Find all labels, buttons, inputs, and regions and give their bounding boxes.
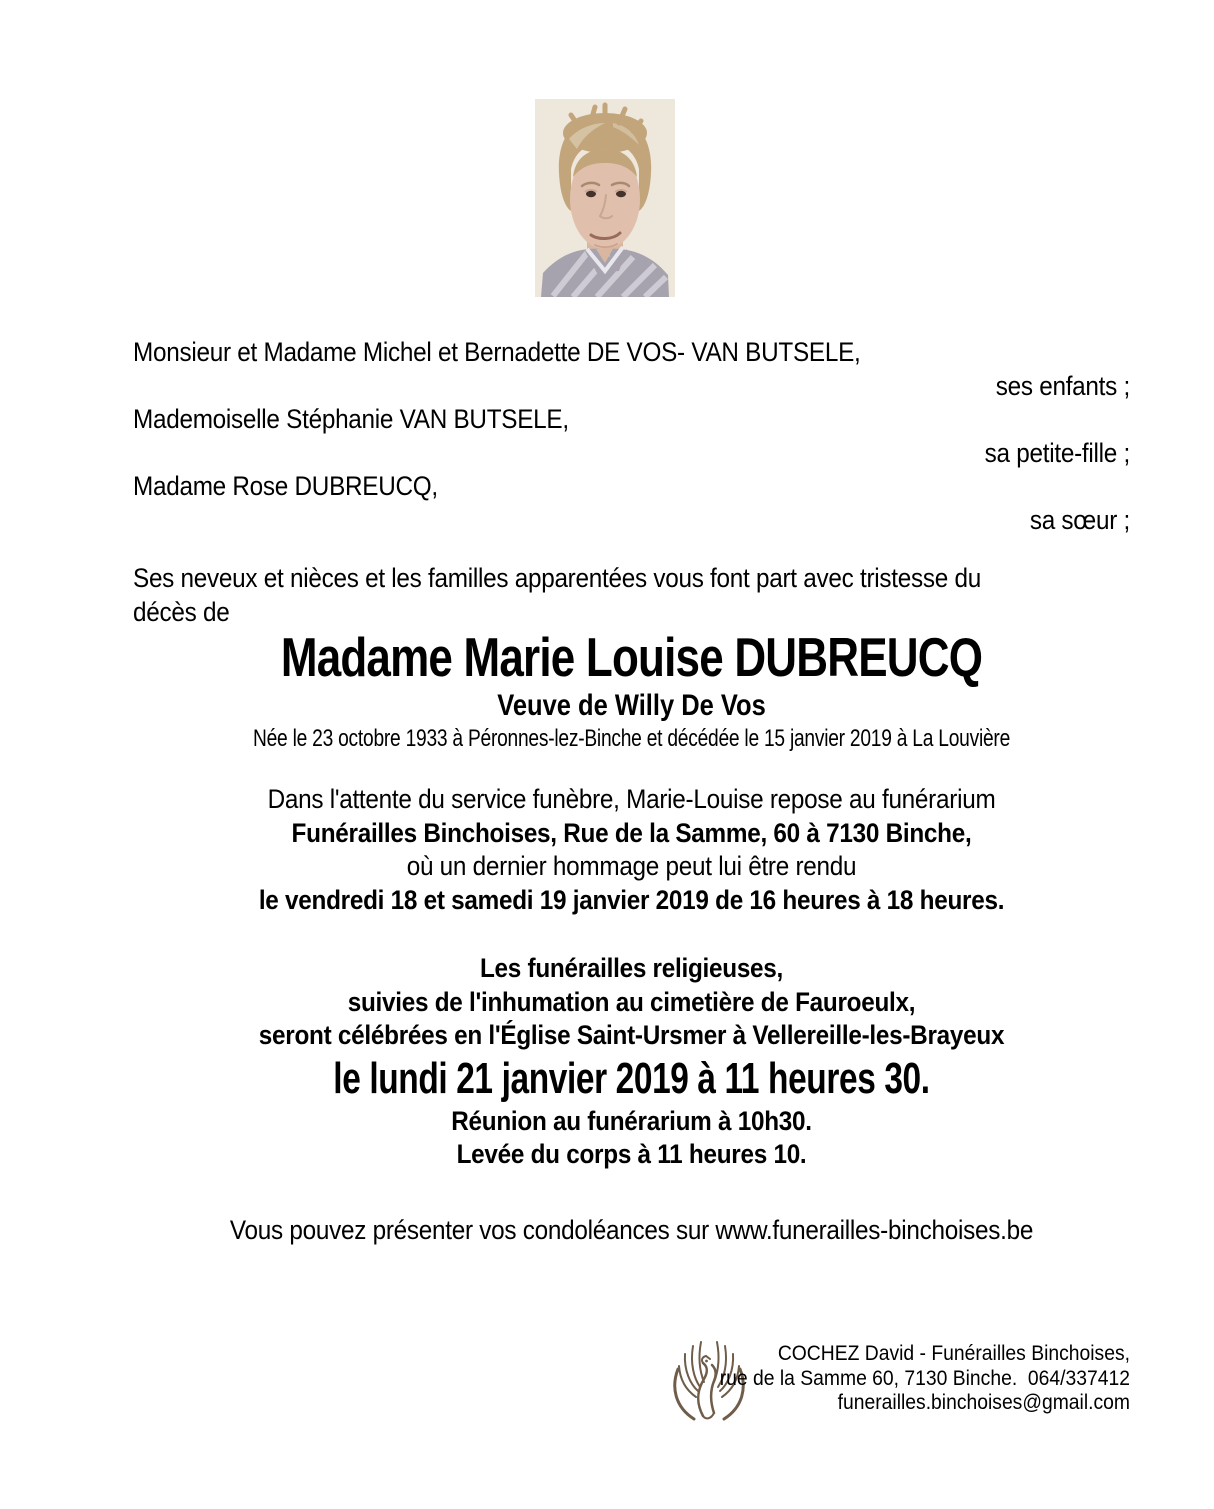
- wake-intro-line: Dans l'attente du service funèbre, Marie-Louise repose au funérarium: [267, 784, 996, 814]
- ceremony-line-1: Les funérailles religieuses,: [479, 953, 784, 983]
- condolences-block: [133, 1214, 1130, 1248]
- family-line-granddaughter: Mademoiselle Stéphanie VAN BUTSELE,: [133, 404, 569, 434]
- deceased-subtitle: Veuve de Willy De Vos: [497, 689, 766, 722]
- portrait-photo: [535, 99, 675, 297]
- announcement-line: Ses neveux et nièces et les familles apparentées vous font part avec tristesse du décès de: [133, 563, 982, 627]
- family-line-children: Monsieur et Madame Michel et Bernadette DE VOS- VAN BUTSELE,: [133, 337, 861, 367]
- deceased-block: [133, 626, 1130, 754]
- footer-contact-block: [133, 1342, 1130, 1416]
- ceremony-line-2: suivies de l'inhumation au cimetière de Fauroeulx,: [347, 986, 916, 1017]
- footer-address-phone-line: rue de la Samme 60, 7130 Binche. 064/337412: [719, 1366, 1130, 1390]
- deceased-name: Madame Marie Louise DUBREUCQ: [280, 626, 983, 688]
- ceremony-date-line: le lundi 21 janvier 2019 à 11 heures 30.: [333, 1053, 930, 1103]
- family-line-sister: Madame Rose DUBREUCQ,: [133, 471, 438, 501]
- ceremony-line-3: seront célébrées en l'Église Saint-Ursmer à Vellereille-les-Brayeux: [258, 1020, 1005, 1050]
- relation-ses-enfants: ses enfants ;: [995, 370, 1130, 401]
- family-block: [133, 336, 1130, 537]
- announcement-block: [133, 562, 1130, 629]
- ceremony-meeting-line: Réunion au funérarium à 10h30.: [451, 1105, 812, 1136]
- relation-sa-soeur: sa sœur ;: [1029, 504, 1130, 535]
- portrait-photo-illustration: [535, 99, 675, 297]
- wake-homage-line: où un dernier hommage peut lui être rendu: [406, 851, 857, 881]
- footer-email-line: funerailles.binchoises@gmail.com: [837, 1391, 1130, 1414]
- footer-name-line: COCHEZ David - Funérailles Binchoises,: [777, 1342, 1130, 1365]
- relation-sa-petite-fille: sa petite-fille ;: [984, 437, 1130, 468]
- wake-block: [133, 783, 1130, 917]
- condolences-line: Vous pouvez présenter vos condoléances sur www.funerailles-binchoises.be: [229, 1215, 1034, 1245]
- ceremony-levee-line: Levée du corps à 11 heures 10.: [456, 1139, 807, 1169]
- deceased-birth-death-line: Née le 23 octobre 1933 à Péronnes-lez-Binche et décédée le 15 janvier 2019 à La Louvière: [252, 725, 1011, 752]
- wake-address-line: Funérailles Binchoises, Rue de la Samme, 60 à 7130 Binche,: [291, 817, 972, 848]
- ceremony-block: [133, 952, 1130, 1172]
- wake-dates-line: le vendredi 18 et samedi 19 janvier 2019 de 16 heures à 18 heures.: [258, 884, 1005, 915]
